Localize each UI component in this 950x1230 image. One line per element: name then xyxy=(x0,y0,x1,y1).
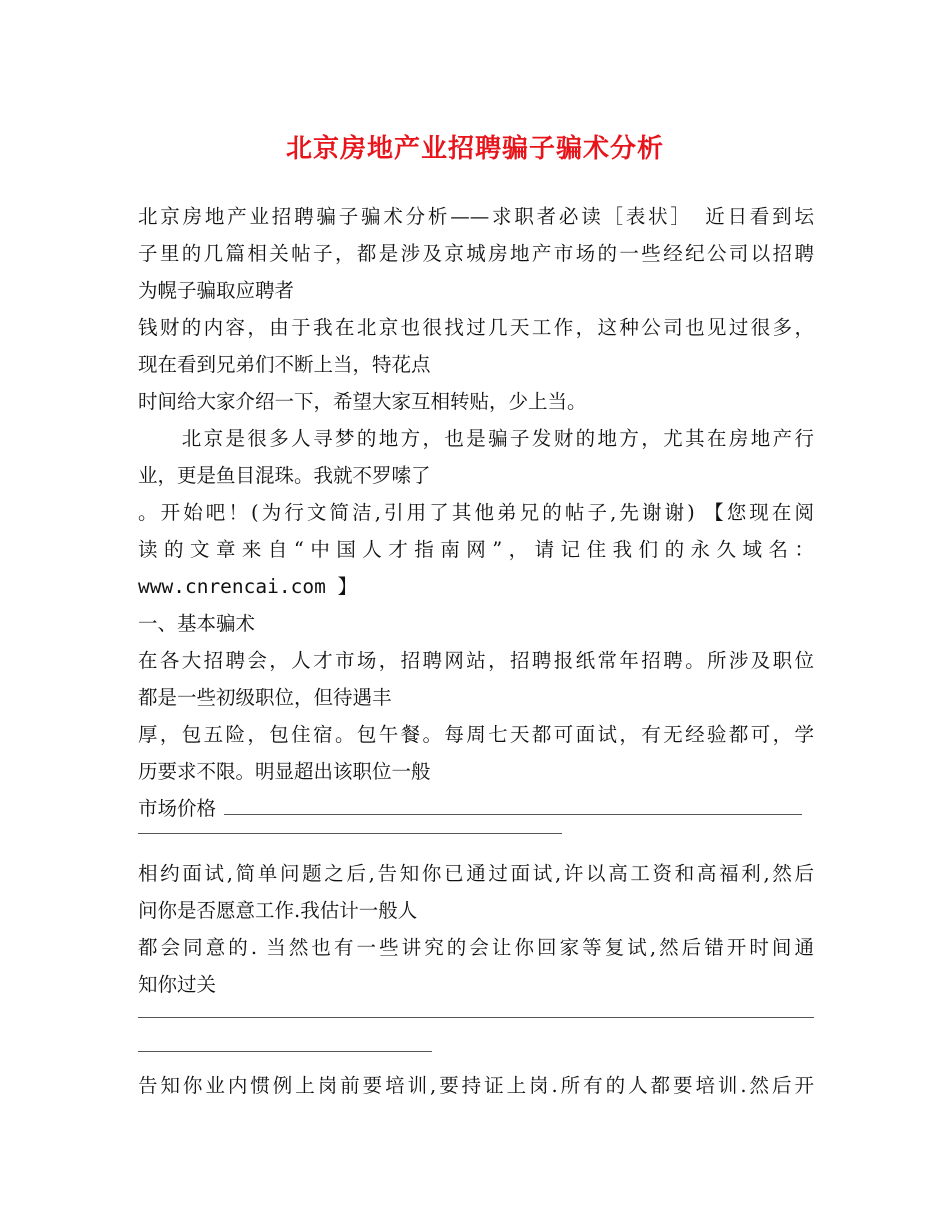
paragraph-line: 知你过关 xyxy=(138,973,217,996)
paragraph-line: 在各大招聘会，人才市场，招聘网站，招聘报纸常年招聘。所涉及职位 xyxy=(138,649,814,672)
paragraph-line: 子里的几篇相关帖子，都是涉及京城房地产市场的一些经纪公司以招聘 xyxy=(138,242,814,265)
paragraph-line: 问你是否愿意工作.我估计一般人 xyxy=(138,899,418,922)
paragraph-line xyxy=(138,793,814,825)
paragraph-line: 时间给大家介绍一下，希望大家互相转贴，少上当。 xyxy=(138,390,587,413)
paragraph-line: 北京是很多人寻梦的地方，也是骗子发财的地方，尤其在房地产行 xyxy=(138,427,814,450)
paragraph-line: 厚，包五险，包住宿。包午餐。每周七天都可面试，有无经验都可，学 xyxy=(138,723,814,746)
underline-rule xyxy=(224,814,802,815)
document-title: 北京房地产业招聘骗子骗术分析 xyxy=(285,134,664,164)
paragraph-line: 都是一些初级职位，但待遇丰 xyxy=(138,686,392,709)
underline-rule xyxy=(138,1017,814,1018)
paragraph-line: 钱财的内容，由于我在北京也很找过几天工作，这种公司也见过很多， xyxy=(138,316,814,339)
underline-rule xyxy=(138,833,562,834)
paragraph-line: 都会同意的. 当然也有一些讲究的会让你回家等复试,然后错开时间通 xyxy=(138,936,814,959)
paragraph-text: 市场价格 xyxy=(138,797,217,820)
paragraph-line: 业，更是鱼目混珠。我就不罗嗦了 xyxy=(138,464,431,487)
paragraph-line: 为幌子骗取应聘者 xyxy=(138,279,295,302)
paragraph-line: 历要求不限。明显超出该职位一般 xyxy=(138,760,431,783)
paragraph-line: 北京房地产业招聘骗子骗术分析——求职者必读［表状］ 近日看到坛 xyxy=(138,205,814,228)
paragraph-line: www.cnrencai.com 】 xyxy=(138,575,358,598)
paragraph-line: 读的文章来自“中国人才指南网”，请记住我们的永久域名： xyxy=(138,538,814,561)
paragraph-line: 告知你业内惯例上岗前要培训,要持证上岗.所有的人都要培训.然后开 xyxy=(138,1074,814,1097)
paragraph-line: 。开始吧！(为行文简洁,引用了其他弟兄的帖子,先谢谢) 【您现在阅 xyxy=(138,501,814,524)
paragraph-line: 相约面试,简单问题之后,告知你已通过面试,许以高工资和高福利,然后 xyxy=(138,862,814,885)
section-heading: 一、基本骗术 xyxy=(138,612,256,635)
underline-rule xyxy=(138,1051,432,1052)
paragraph-line: 现在看到兄弟们不断上当，特花点 xyxy=(138,353,431,376)
